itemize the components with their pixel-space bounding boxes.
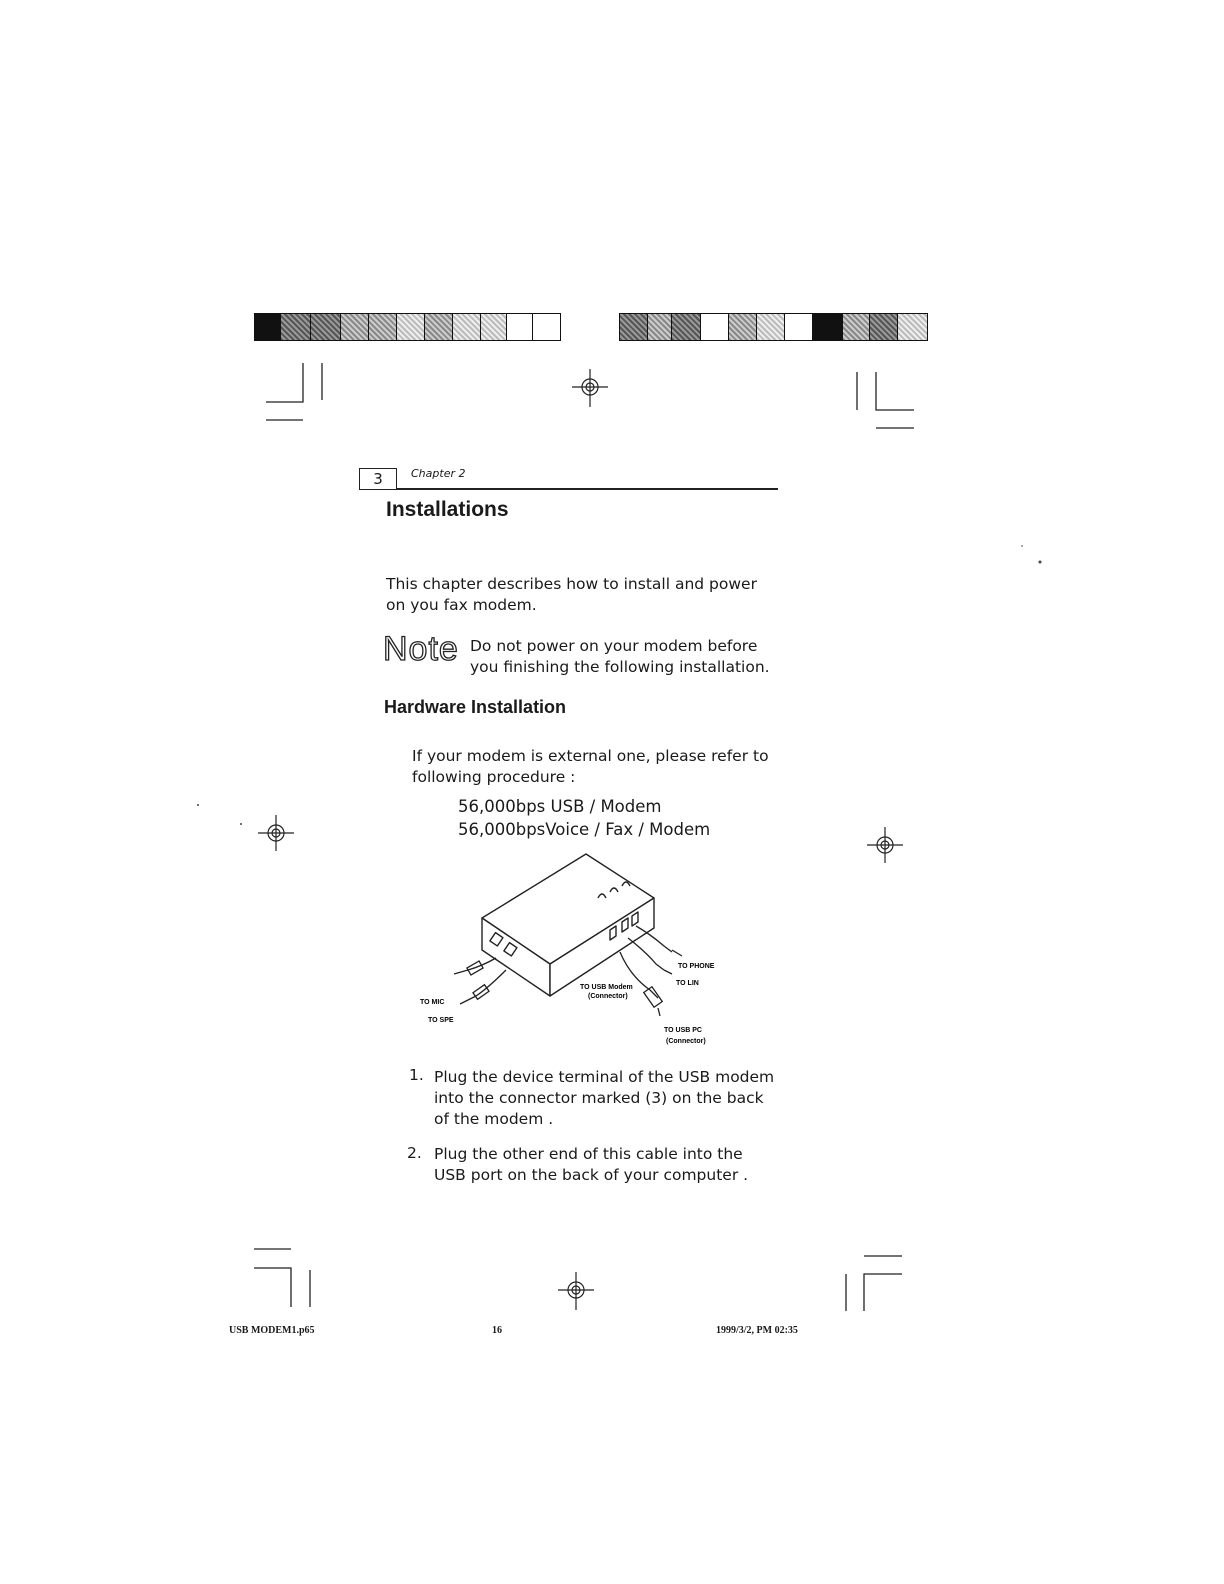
label-to-mic: TO MIC bbox=[420, 999, 445, 1006]
intro-line: on you fax modem. bbox=[386, 596, 537, 614]
label-to-usb-modem-sub: (Connector) bbox=[588, 993, 628, 1000]
label-to-spe: TO SPE bbox=[428, 1017, 454, 1024]
cable-phone bbox=[636, 926, 672, 952]
footer-page-number: 16 bbox=[492, 1325, 502, 1336]
label-to-usb-modem: TO USB Modem bbox=[580, 984, 633, 991]
cable-lin bbox=[628, 938, 664, 970]
registration-target-right bbox=[867, 827, 903, 863]
note-text bbox=[470, 636, 770, 678]
model-item: 56,000bpsVoice / Fax / Modem bbox=[458, 820, 711, 839]
chapter-rule bbox=[397, 488, 778, 490]
note-line: Do not power on your modem before bbox=[470, 637, 758, 655]
registration-target-top bbox=[572, 369, 608, 407]
chapter-label: Chapter 2 bbox=[411, 467, 466, 480]
hardware-heading: Hardware Installation bbox=[384, 697, 567, 717]
model-list bbox=[458, 795, 710, 841]
step-text bbox=[434, 1067, 774, 1130]
model-item: 56,000bps USB / Modem bbox=[458, 797, 662, 816]
intro-line: This chapter describes how to install and power bbox=[386, 575, 757, 593]
footer-filename: USB MODEM1.p65 bbox=[229, 1325, 315, 1336]
chapter-number-box bbox=[359, 468, 397, 490]
step-number: 1. bbox=[409, 1066, 424, 1084]
hardware-line: following procedure : bbox=[412, 768, 576, 786]
cable-spe bbox=[460, 970, 506, 1004]
step-line: USB port on the back of your computer . bbox=[434, 1166, 749, 1184]
registration-target-bottom bbox=[558, 1272, 594, 1310]
modem-illustration bbox=[410, 846, 740, 1051]
registration-target-left bbox=[258, 815, 294, 851]
label-to-usb-pc: TO USB PC bbox=[664, 1027, 702, 1034]
footer-timestamp: 1999/3/2, PM 02:35 bbox=[716, 1325, 798, 1336]
label-to-lin: TO LIN bbox=[676, 980, 699, 987]
step-line: into the connector marked (3) on the back bbox=[434, 1089, 764, 1107]
label-to-phone: TO PHONE bbox=[678, 963, 715, 970]
step-number: 2. bbox=[407, 1144, 422, 1162]
step-line: Plug the other end of this cable into the bbox=[434, 1145, 743, 1163]
note-word: Note bbox=[383, 630, 459, 668]
label-to-usb-pc-sub: (Connector) bbox=[666, 1038, 706, 1045]
hardware-intro bbox=[412, 746, 769, 788]
note-line: you finishing the following installation. bbox=[470, 658, 770, 676]
cable-mic bbox=[454, 958, 496, 974]
step-line: of the modem . bbox=[434, 1110, 554, 1128]
intro-paragraph bbox=[386, 574, 757, 616]
hardware-line: If your modem is external one, please refer to bbox=[412, 747, 769, 765]
page-title: Installations bbox=[386, 498, 509, 521]
chapter-number: 3 bbox=[373, 470, 383, 488]
step-line: Plug the device terminal of the USB modem bbox=[434, 1068, 775, 1086]
step-text bbox=[434, 1144, 748, 1186]
